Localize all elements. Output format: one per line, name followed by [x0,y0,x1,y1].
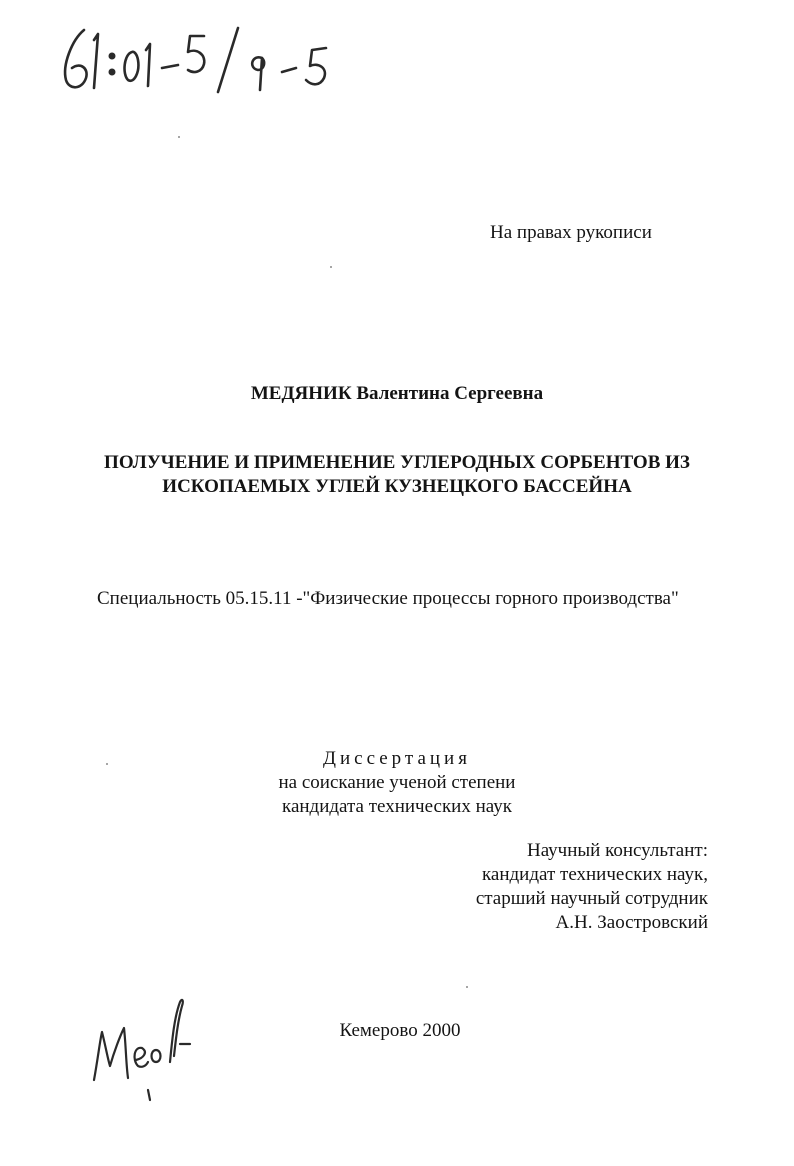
advisor-name: А.Н. Заостровский [555,912,708,933]
dissertation-block [200,747,594,819]
title-line: ПОЛУЧЕНИЕ И ПРИМЕНЕНИЕ УГЛЕРОДНЫХ СОРБЕНТОВ ИЗ [104,452,690,473]
author-name: МЕДЯНИК Валентина Сергеевна [250,383,544,404]
scan-speck [466,986,468,988]
degree-line-2: кандидата технических наук [282,796,512,817]
scan-speck [178,136,180,138]
handwritten-signature [86,988,206,1103]
handwritten-archive-code [54,10,354,100]
title-line: ИСКОПАЕМЫХ УГЛЕЙ КУЗНЕЦКОГО БАССЕЙНА [162,476,632,497]
advisor-position: старший научный сотрудник [475,888,708,909]
advisor-degree: кандидат технических наук, [481,864,708,885]
dissertation-title [40,451,754,499]
degree-line-1: на соискание ученой степени [278,772,516,793]
scan-speck [330,266,332,268]
scan-speck [106,763,108,765]
manuscript-note: На правах рукописи [490,222,652,243]
advisor-block [476,839,708,935]
specialty-line: Специальность 05.15.11 -"Физические процессы горного производства" [97,588,679,609]
advisor-role: Научный консультант: [526,840,708,861]
document-type: Диссертация [323,748,471,769]
city-year: Кемерово 2000 [339,1020,461,1041]
